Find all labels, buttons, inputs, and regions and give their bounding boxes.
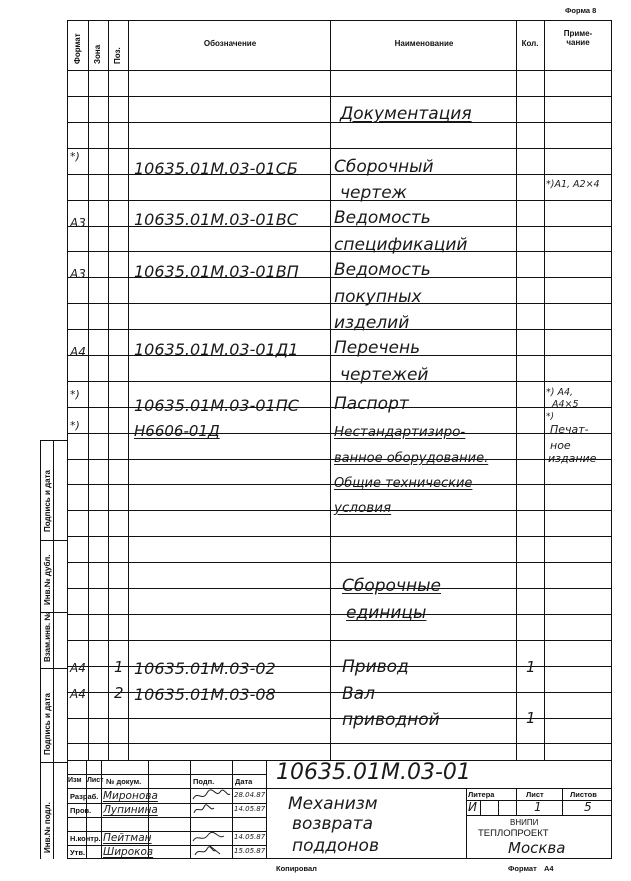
tb-col-list-label: Лист — [87, 777, 104, 784]
row8-designation: 10635.01М.03-08 — [134, 685, 276, 704]
tb-col-main — [266, 760, 267, 859]
row4-name-1: Перечень — [334, 338, 421, 358]
tb-title-2: возврата — [292, 814, 374, 834]
header-note: Приме- чание — [563, 29, 593, 47]
row7-format: А4 — [70, 661, 86, 675]
side-label-inv-podl: Инв.№ подл. — [43, 802, 52, 853]
table-row-line — [67, 562, 612, 563]
row3-format: А3 — [70, 267, 86, 281]
row3-designation: 10635.01М.03-01ВП — [134, 262, 299, 281]
col-line-zone — [108, 20, 109, 760]
tb-col-sheet — [516, 788, 517, 815]
header-line — [67, 70, 612, 71]
tb-col-izm-label: Изм — [68, 777, 82, 784]
row6-format: *) — [70, 419, 80, 432]
row1-designation: 10635.01М.03-01СБ — [134, 159, 298, 178]
col-line-designation — [330, 20, 331, 760]
row4-name-2: чертежей — [340, 365, 429, 385]
tb-sheet-value: 1 — [534, 800, 542, 814]
side-strip-outer — [40, 440, 41, 859]
row6-name-4: условия — [334, 500, 392, 516]
tb-col-sign-label: Подп. — [193, 777, 215, 786]
form-label: Форма 8 — [565, 6, 597, 15]
tb-right-row-2 — [466, 815, 612, 816]
tb-col-right — [466, 788, 467, 859]
footer-format-value: А4 — [544, 864, 554, 873]
tb-date-razrab: 28.04.87 — [234, 791, 266, 799]
row5-note-1: *) А4, — [546, 387, 574, 398]
section-documentation: Документация — [340, 104, 472, 124]
row1-name-1: Сборочный — [334, 157, 434, 177]
side-label-sign-date-2: Подпись и дата — [43, 693, 52, 755]
side-line-4 — [40, 762, 67, 763]
row5-note-2: А4×5 — [552, 399, 579, 410]
tb-litera-value: И — [468, 800, 477, 814]
signatures-graphic — [190, 788, 232, 859]
tb-row-5 — [67, 831, 266, 832]
table-row-line — [67, 588, 612, 589]
tb-name-prov: Лупинина — [103, 804, 158, 816]
row3-name-2: покупных — [334, 287, 422, 307]
tb-org-3: Москва — [508, 839, 566, 857]
row6-note-3: ное — [550, 439, 571, 452]
row7-name: Привод — [342, 657, 409, 677]
header-qty: Кол. — [521, 39, 539, 48]
row3-name-1: Ведомость — [334, 260, 431, 280]
row4-format: А4 — [70, 345, 86, 359]
tb-name-nkontr: Пейтман — [103, 832, 152, 844]
row8-name-2: приводной — [342, 710, 440, 730]
tb-role-utv: Утв. — [70, 848, 86, 857]
tb-row-4 — [67, 817, 266, 818]
tb-row-6 — [67, 845, 266, 846]
side-line-1 — [40, 540, 67, 541]
header-format: Формат — [73, 33, 82, 64]
header-zone: Зона — [93, 44, 102, 64]
col-line-name — [516, 20, 517, 760]
row3-name-3: изделий — [334, 313, 410, 333]
row8-name-1: Вал — [342, 684, 375, 704]
row2-name-2: спецификаций — [334, 235, 468, 255]
footer-copied: Копировал — [276, 864, 317, 873]
col-line-format — [88, 20, 89, 760]
tb-name-utv: Широков — [103, 846, 154, 858]
row7-pos: 1 — [114, 658, 124, 676]
tb-col-date-label: Дата — [235, 777, 253, 786]
tb-date-nkontr: 14.05.87 — [234, 833, 266, 841]
row7-qty: 1 — [526, 658, 536, 676]
table-row-line — [67, 743, 612, 744]
tb-title-1: Механизм — [288, 794, 378, 814]
row1-note: *)А1, А2×4 — [546, 179, 600, 190]
side-label-sign-date-1: Подпись и дата — [43, 470, 52, 532]
col-line-qty — [544, 20, 545, 760]
table-row-line — [67, 148, 612, 149]
side-strip-inner — [53, 440, 54, 859]
row4-designation: 10635.01М.03-01Д1 — [134, 340, 299, 359]
tb-org-2: ТЕПЛОПРОЕКТ — [478, 828, 549, 839]
row6-name-1: Нестандартизиро- — [334, 424, 466, 440]
row8-format: А4 — [70, 687, 86, 701]
col-line-pos — [128, 20, 129, 760]
row2-designation: 10635.01М.03-01ВС — [134, 210, 298, 229]
side-line-0 — [40, 440, 67, 441]
tb-sheets-value: 5 — [584, 800, 592, 814]
tb-role-prov: Пров. — [70, 806, 92, 815]
header-name: Наименование — [394, 39, 454, 48]
row6-designation: Н6606-01Д — [134, 422, 220, 440]
tb-date-utv: 15.05.87 — [234, 847, 266, 855]
tb-designation: 10635.01М.03-01 — [276, 760, 471, 785]
tb-role-nkontr: Н.контр. — [70, 834, 101, 843]
side-line-3 — [40, 668, 67, 669]
tb-litera-2 — [498, 800, 499, 815]
row5-format: *) — [70, 388, 80, 401]
tb-org-1: ВНИПИ — [510, 818, 539, 827]
footer-format: Формат — [508, 864, 537, 873]
tb-col-sheets — [562, 788, 563, 815]
row2-name-1: Ведомость — [334, 208, 431, 228]
row5-designation: 10635.01М.03-01ПС — [134, 396, 299, 415]
tb-title-3: поддонов — [292, 836, 379, 856]
section-assembly-2: единицы — [346, 603, 427, 623]
table-row-line — [67, 640, 612, 641]
tb-row-3 — [67, 803, 266, 804]
row1-name-2: чертеж — [340, 183, 407, 203]
tb-sheets-label: Листов — [570, 790, 597, 799]
header-pos: Поз. — [113, 47, 122, 64]
side-label-inv-dubl: Инв.№ дубл. — [43, 554, 52, 605]
tb-name-razrab: Миронова — [103, 790, 158, 802]
row6-note-2: Печат- — [550, 423, 589, 436]
tb-litera-1 — [480, 800, 481, 815]
row7-designation: 10635.01М.03-02 — [134, 659, 276, 678]
row6-note-1: *) — [546, 412, 555, 422]
tb-row-1 — [67, 774, 266, 775]
table-row-line — [67, 96, 612, 97]
tb-litera-label: Литера — [468, 790, 495, 799]
row8-qty: 1 — [526, 709, 536, 727]
row5-name: Паспорт — [334, 394, 409, 414]
tb-col-doc-label: № докум. — [106, 777, 142, 786]
table-row-line — [67, 614, 612, 615]
row6-name-2: ванное оборудование. — [334, 451, 489, 466]
tb-date-prov: 14.05.87 — [234, 805, 266, 813]
side-label-vzam-inv: Взам.инв. № — [43, 611, 52, 662]
table-row-line — [67, 536, 612, 537]
section-assembly-1: Сборочные — [342, 576, 441, 596]
tb-row-2 — [67, 788, 612, 789]
row6-name-3: Общие технические — [334, 476, 473, 491]
tb-sheet-label: Лист — [526, 790, 544, 799]
row1-format: *) — [70, 150, 80, 163]
row6-note-4: издание — [548, 452, 597, 465]
row2-format: А3 — [70, 216, 86, 230]
header-designation: Обозначение — [203, 39, 257, 48]
tb-role-razrab: Разраб. — [70, 792, 99, 801]
row8-pos: 2 — [114, 684, 124, 702]
